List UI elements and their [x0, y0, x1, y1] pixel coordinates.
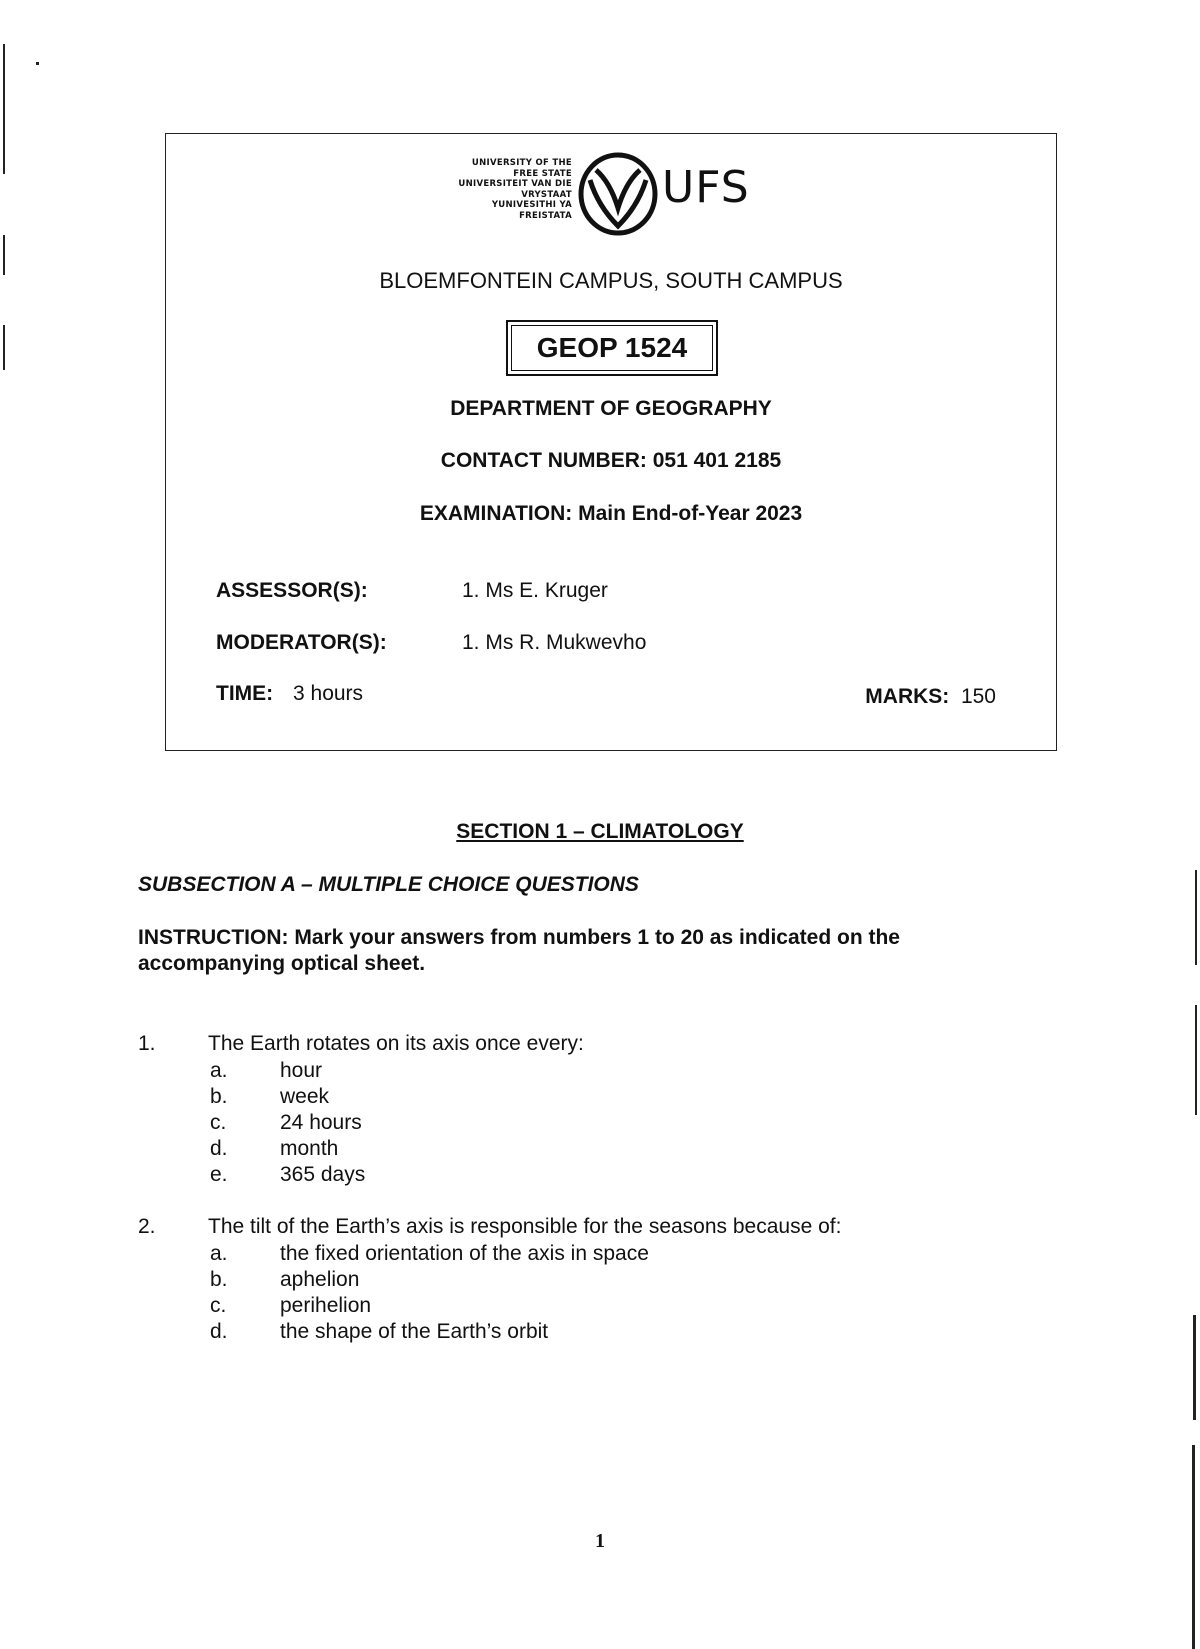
moderator-value: 1. Ms R. Mukwevho: [462, 631, 647, 654]
contact-number: CONTACT NUMBER: 051 401 2185: [440, 449, 782, 472]
option-text: month: [280, 1137, 339, 1160]
question-text: The Earth rotates on its axis once every:: [208, 1032, 584, 1055]
time-value: 3 hours: [293, 682, 364, 705]
option-text: the fixed orientation of the axis in space: [280, 1242, 649, 1265]
option-letter: a.: [210, 1059, 228, 1082]
question-number: 2.: [138, 1215, 156, 1238]
option-letter: d.: [210, 1320, 228, 1343]
option-letter: c.: [210, 1294, 227, 1317]
module-code: GEOP 1524: [511, 325, 713, 371]
marks-label: MARKS:: [865, 685, 950, 708]
option-text: 365 days: [280, 1163, 366, 1186]
option-text: aphelion: [280, 1268, 360, 1291]
option-letter: b.: [210, 1268, 228, 1291]
assessor-value: 1. Ms E. Kruger: [462, 579, 608, 602]
time-label: TIME:: [216, 682, 274, 705]
department: DEPARTMENT OF GEOGRAPHY: [450, 397, 772, 420]
option-letter: d.: [210, 1137, 228, 1160]
ufs-emblem-icon: [576, 152, 660, 236]
university-logo: [434, 144, 794, 232]
scan-mark: [3, 235, 5, 275]
logo-wordmark: UNIVERSITY OF THE FREE STATE UNIVERSITEIT VAN DIE VRYSTAAT YUNIVESITHI YA FREISTATA: [458, 158, 572, 221]
marks: [865, 685, 996, 709]
scan-mark: [1195, 1005, 1197, 1115]
question-number: 1.: [138, 1032, 156, 1055]
option-text: perihelion: [280, 1294, 372, 1317]
subsection-title: SUBSECTION A – MULTIPLE CHOICE QUESTIONS: [138, 873, 639, 896]
scan-mark: [1195, 870, 1197, 965]
module-code-box: [506, 320, 718, 376]
option-letter: c.: [210, 1111, 227, 1134]
option-text: 24 hours: [280, 1111, 362, 1134]
section-title: SECTION 1 – CLIMATOLOGY: [456, 820, 744, 843]
scan-mark: [3, 44, 5, 174]
scan-mark: [1193, 1315, 1196, 1420]
exam-header-box: [165, 133, 1057, 751]
option-letter: b.: [210, 1085, 228, 1108]
moderator-label: MODERATOR(S):: [216, 631, 387, 654]
option-text: week: [280, 1085, 330, 1108]
campus-name: BLOEMFONTEIN CAMPUS, SOUTH CAMPUS: [379, 268, 843, 293]
option-letter: e.: [210, 1163, 228, 1186]
assessor-label: ASSESSOR(S):: [216, 579, 368, 602]
scan-mark: [36, 62, 39, 65]
instruction: INSTRUCTION: Mark your answers from numbers 1 to 20 as indicated on the accompanying optical sheet.: [138, 926, 900, 975]
option-text: the shape of the Earth’s orbit: [280, 1320, 549, 1343]
option-text: hour: [280, 1059, 323, 1082]
marks-value: 150: [960, 685, 996, 708]
logo-acronym: UFS: [662, 162, 750, 213]
question-text: The tilt of the Earth’s axis is responsible for the seasons because of:: [208, 1215, 842, 1238]
scan-mark: [3, 325, 5, 370]
page-number: 1: [595, 1530, 605, 1552]
option-letter: a.: [210, 1242, 228, 1265]
examination: EXAMINATION: Main End-of-Year 2023: [419, 502, 803, 525]
